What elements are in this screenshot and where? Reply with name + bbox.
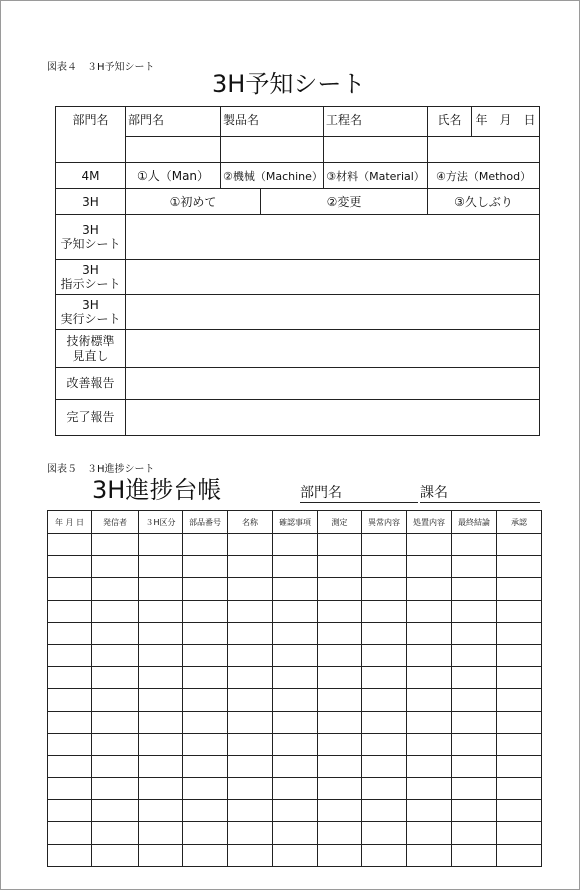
ledger-cell[interactable]	[92, 755, 139, 777]
ledger-cell[interactable]	[92, 667, 139, 689]
row-label-line1: 技術標準	[66, 334, 115, 349]
ledger-cell[interactable]	[273, 778, 318, 800]
row-entry[interactable]	[126, 260, 540, 295]
ledger-cell[interactable]	[273, 534, 318, 556]
ledger-cell[interactable]	[497, 822, 542, 844]
ledger-cell[interactable]	[362, 822, 407, 844]
ledger-cell[interactable]	[139, 844, 183, 866]
ledger-cell[interactable]	[497, 578, 542, 600]
ledger-cell[interactable]	[362, 667, 407, 689]
ledger-cell[interactable]	[183, 844, 228, 866]
ledger-cell[interactable]	[407, 733, 452, 755]
row-label-line1: 3H	[82, 222, 99, 237]
ledger-cell[interactable]	[497, 755, 542, 777]
ledger-cell[interactable]	[362, 644, 407, 666]
ledger-cell[interactable]	[407, 578, 452, 600]
ledger-cell[interactable]	[48, 600, 92, 622]
ledger-cell[interactable]	[139, 755, 183, 777]
ledger-cell[interactable]	[228, 600, 273, 622]
process-name-col-label: 工程名	[324, 107, 428, 137]
ledger-cell[interactable]	[318, 667, 362, 689]
ledger-row	[48, 689, 542, 711]
row-label	[56, 260, 126, 295]
ledger-cell[interactable]	[48, 622, 92, 644]
ledger-row	[48, 733, 542, 755]
threeh-change: ②変更	[261, 189, 428, 215]
ledger-cell[interactable]	[452, 689, 497, 711]
ledger-cell[interactable]	[318, 622, 362, 644]
ledger-cell[interactable]	[139, 600, 183, 622]
ledger-cell[interactable]	[273, 622, 318, 644]
row-label-line2: 指示シート	[60, 277, 121, 291]
ledger-cell[interactable]	[497, 844, 542, 866]
ledger-cell[interactable]	[273, 600, 318, 622]
ledger-cell[interactable]	[183, 534, 228, 556]
ledger-row	[48, 534, 542, 556]
fourm-row	[56, 163, 540, 189]
ledger-cell[interactable]	[362, 733, 407, 755]
row-prediction-sheet	[56, 215, 540, 260]
ledger-cell[interactable]	[92, 711, 139, 733]
row-label-line2: 実行シート	[60, 312, 121, 326]
ledger-cell[interactable]	[139, 689, 183, 711]
ledger-cell[interactable]	[228, 755, 273, 777]
fourm-machine: ②機械（Machine）	[221, 163, 324, 189]
ledger-cell[interactable]	[497, 556, 542, 578]
row-label: 改善報告	[56, 368, 126, 400]
ledger-cell[interactable]	[497, 778, 542, 800]
ledger-cell[interactable]	[92, 600, 139, 622]
row-label-line2: 見直し	[72, 348, 109, 363]
ledger-cell[interactable]	[407, 711, 452, 733]
ledger-cell[interactable]	[318, 600, 362, 622]
dept-label: 部門名	[56, 107, 126, 163]
ledger-cell[interactable]	[273, 844, 318, 866]
ledger-cell[interactable]	[228, 844, 273, 866]
ledger-cell[interactable]	[183, 600, 228, 622]
ledger-cell[interactable]	[452, 844, 497, 866]
ledger-cell[interactable]	[139, 667, 183, 689]
ledger-cell[interactable]	[362, 622, 407, 644]
ledger-cell[interactable]	[273, 556, 318, 578]
progress-ledger-table	[47, 510, 542, 867]
ledger-cell[interactable]	[139, 556, 183, 578]
fourm-man: ①人（Man）	[126, 163, 221, 189]
row-label-line2: 予知シート	[60, 237, 121, 251]
ledger-cell[interactable]	[183, 755, 228, 777]
ledger-row	[48, 822, 542, 844]
ledger-cell[interactable]	[407, 644, 452, 666]
ledger-row	[48, 778, 542, 800]
ledger-cell[interactable]	[48, 844, 92, 866]
dept-name-col-label: 部門名	[126, 107, 221, 137]
ledger-cell[interactable]	[48, 778, 92, 800]
header-row	[56, 107, 540, 137]
ledger-cell[interactable]	[228, 644, 273, 666]
ledger-cell[interactable]	[407, 556, 452, 578]
ledger-cell[interactable]	[139, 800, 183, 822]
ledger-cell[interactable]	[228, 556, 273, 578]
ledger-cell[interactable]	[183, 578, 228, 600]
ledger-cell[interactable]	[407, 689, 452, 711]
ledger-cell[interactable]	[497, 600, 542, 622]
ledger-cell[interactable]	[318, 844, 362, 866]
ledger-cell[interactable]	[92, 822, 139, 844]
fourm-method: ④方法（Method）	[428, 163, 540, 189]
ledger-row	[48, 556, 542, 578]
ledger-cell[interactable]	[48, 755, 92, 777]
ledger-cell[interactable]	[228, 733, 273, 755]
ledger-cell[interactable]	[228, 711, 273, 733]
ledger-cell[interactable]	[407, 622, 452, 644]
ledger-cell[interactable]	[497, 667, 542, 689]
ledger-cell[interactable]	[92, 644, 139, 666]
ledger-cell[interactable]	[273, 711, 318, 733]
ledger-cell[interactable]	[139, 778, 183, 800]
ledger-cell[interactable]	[228, 667, 273, 689]
ledger-cell[interactable]	[183, 644, 228, 666]
row-instruction-sheet	[56, 260, 540, 295]
ledger-cell[interactable]	[452, 578, 497, 600]
ledger-cell[interactable]	[273, 755, 318, 777]
ledger-cell[interactable]	[228, 622, 273, 644]
ledger-row	[48, 644, 542, 666]
ledger-cell[interactable]	[273, 800, 318, 822]
ledger-cell[interactable]	[407, 778, 452, 800]
ledger-row	[48, 667, 542, 689]
ledger-cell[interactable]	[183, 622, 228, 644]
col-3h-category: ３H区分	[139, 511, 183, 534]
person-name-label: 氏名	[428, 107, 472, 137]
date-label: 年 月 日	[472, 107, 540, 137]
ledger-cell[interactable]	[139, 644, 183, 666]
ledger-cell[interactable]	[48, 556, 92, 578]
ledger-cell[interactable]	[48, 800, 92, 822]
ledger-cell[interactable]	[407, 534, 452, 556]
ledger-cell[interactable]	[362, 844, 407, 866]
ledger-cell[interactable]	[48, 689, 92, 711]
threeh-label: 3H	[56, 189, 126, 215]
ledger-cell[interactable]	[183, 556, 228, 578]
ledger-cell[interactable]	[362, 711, 407, 733]
ledger-cell[interactable]	[139, 733, 183, 755]
ledger-cell[interactable]	[228, 534, 273, 556]
prediction-sheet-table	[55, 106, 540, 436]
threeh-long-time: ③久しぶり	[428, 189, 540, 215]
ledger-row	[48, 622, 542, 644]
ledger-cell[interactable]	[273, 667, 318, 689]
ledger-cell[interactable]	[407, 667, 452, 689]
ledger-cell[interactable]	[452, 822, 497, 844]
ledger-row	[48, 578, 542, 600]
row-label	[56, 330, 126, 368]
ledger-cell[interactable]	[183, 778, 228, 800]
section-name-line[interactable]	[420, 482, 540, 503]
ledger-cell[interactable]	[273, 822, 318, 844]
col-approval: 承認	[497, 511, 542, 534]
ledger-cell[interactable]	[452, 622, 497, 644]
row-entry[interactable]	[126, 330, 540, 368]
ledger-cell[interactable]	[452, 778, 497, 800]
ledger-cell[interactable]	[48, 667, 92, 689]
ledger-cell[interactable]	[139, 622, 183, 644]
section-name-label: 課名	[420, 485, 448, 501]
person-date-field[interactable]	[428, 137, 540, 163]
ledger-cell[interactable]	[452, 644, 497, 666]
ledger-cell[interactable]	[452, 800, 497, 822]
ledger-cell[interactable]	[407, 822, 452, 844]
col-check-items: 確認事項	[273, 511, 318, 534]
row-label-line1: 3H	[82, 262, 99, 277]
ledger-cell[interactable]	[228, 822, 273, 844]
col-abnormality: 異常内容	[362, 511, 407, 534]
sheet2-title: 3H進捗台帳	[92, 476, 222, 504]
col-action: 処置内容	[407, 511, 452, 534]
ledger-cell[interactable]	[362, 600, 407, 622]
ledger-cell[interactable]	[362, 534, 407, 556]
ledger-cell[interactable]	[48, 534, 92, 556]
ledger-cell[interactable]	[407, 755, 452, 777]
ledger-cell[interactable]	[273, 578, 318, 600]
ledger-cell[interactable]	[318, 733, 362, 755]
ledger-cell[interactable]	[318, 800, 362, 822]
ledger-cell[interactable]	[92, 578, 139, 600]
col-measurement: 測定	[318, 511, 362, 534]
ledger-cell[interactable]	[183, 800, 228, 822]
threeh-row	[56, 189, 540, 215]
row-completion-report	[56, 400, 540, 436]
ledger-cell[interactable]	[92, 622, 139, 644]
fourm-label: 4M	[56, 163, 126, 189]
ledger-cell[interactable]	[92, 800, 139, 822]
ledger-cell[interactable]	[362, 800, 407, 822]
ledger-cell[interactable]	[183, 822, 228, 844]
row-label: 完了報告	[56, 400, 126, 436]
row-label-line1: 3H	[82, 297, 99, 312]
ledger-cell[interactable]	[497, 800, 542, 822]
ledger-cell[interactable]	[452, 755, 497, 777]
ledger-cell[interactable]	[139, 711, 183, 733]
ledger-cell[interactable]	[183, 711, 228, 733]
ledger-cell[interactable]	[318, 556, 362, 578]
ledger-cell[interactable]	[407, 600, 452, 622]
ledger-cell[interactable]	[48, 822, 92, 844]
ledger-cell[interactable]	[92, 534, 139, 556]
product-name-col-label: 製品名	[221, 107, 324, 137]
row-label	[56, 215, 126, 260]
ledger-header-row	[48, 511, 542, 534]
dept-name-line[interactable]	[300, 482, 418, 503]
ledger-row	[48, 844, 542, 866]
ledger-cell[interactable]	[92, 844, 139, 866]
ledger-cell[interactable]	[452, 556, 497, 578]
ledger-cell[interactable]	[273, 689, 318, 711]
row-entry[interactable]	[126, 295, 540, 330]
ledger-cell[interactable]	[92, 556, 139, 578]
ledger-cell[interactable]	[452, 534, 497, 556]
ledger-cell[interactable]	[318, 778, 362, 800]
ledger-row	[48, 711, 542, 733]
ledger-cell[interactable]	[318, 822, 362, 844]
header-entry-row	[56, 137, 540, 163]
ledger-cell[interactable]	[407, 844, 452, 866]
ledger-cell[interactable]	[318, 644, 362, 666]
row-execution-sheet	[56, 295, 540, 330]
row-improvement-report	[56, 368, 540, 400]
ledger-cell[interactable]	[139, 822, 183, 844]
ledger-cell[interactable]	[183, 667, 228, 689]
ledger-cell[interactable]	[92, 778, 139, 800]
product-name-field[interactable]	[221, 137, 324, 163]
ledger-cell[interactable]	[318, 534, 362, 556]
col-conclusion: 最終結論	[452, 511, 497, 534]
ledger-cell[interactable]	[318, 755, 362, 777]
ledger-cell[interactable]	[318, 711, 362, 733]
ledger-cell[interactable]	[92, 733, 139, 755]
ledger-cell[interactable]	[452, 711, 497, 733]
ledger-cell[interactable]	[497, 733, 542, 755]
threeh-first-time: ①初めて	[126, 189, 261, 215]
ledger-cell[interactable]	[362, 778, 407, 800]
ledger-cell[interactable]	[92, 689, 139, 711]
ledger-cell[interactable]	[497, 711, 542, 733]
ledger-cell[interactable]	[497, 644, 542, 666]
ledger-cell[interactable]	[497, 622, 542, 644]
sheet1-title: 3H予知シート	[212, 70, 366, 98]
ledger-cell[interactable]	[273, 644, 318, 666]
ledger-cell[interactable]	[273, 733, 318, 755]
ledger-cell[interactable]	[452, 600, 497, 622]
ledger-cell[interactable]	[228, 578, 273, 600]
ledger-cell[interactable]	[452, 667, 497, 689]
ledger-cell[interactable]	[362, 755, 407, 777]
ledger-cell[interactable]	[362, 578, 407, 600]
ledger-cell[interactable]	[452, 733, 497, 755]
ledger-cell[interactable]	[48, 733, 92, 755]
dept-name-label: 部門名	[300, 485, 342, 501]
ledger-cell[interactable]	[362, 689, 407, 711]
ledger-cell[interactable]	[318, 578, 362, 600]
ledger-cell[interactable]	[497, 689, 542, 711]
ledger-cell[interactable]	[139, 534, 183, 556]
ledger-cell[interactable]	[228, 800, 273, 822]
col-date: 年 月 日	[48, 511, 92, 534]
ledger-cell[interactable]	[139, 578, 183, 600]
ledger-row	[48, 800, 542, 822]
ledger-cell[interactable]	[183, 689, 228, 711]
row-entry[interactable]	[126, 368, 540, 400]
ledger-cell[interactable]	[362, 556, 407, 578]
row-label	[56, 295, 126, 330]
ledger-row	[48, 755, 542, 777]
ledger-cell[interactable]	[228, 778, 273, 800]
row-entry[interactable]	[126, 400, 540, 436]
ledger-row	[48, 600, 542, 622]
col-part-number: 部品番号	[183, 511, 228, 534]
ledger-cell[interactable]	[318, 689, 362, 711]
col-name: 名称	[228, 511, 273, 534]
ledger-cell[interactable]	[497, 534, 542, 556]
ledger-cell[interactable]	[48, 644, 92, 666]
figure5-caption: 図表５ ３H進捗シート	[47, 464, 155, 475]
process-name-field[interactable]	[324, 137, 428, 163]
row-tech-standard	[56, 330, 540, 368]
ledger-cell[interactable]	[228, 689, 273, 711]
figure4-caption: 図表４ ３H予知シート	[47, 62, 155, 73]
ledger-cell[interactable]	[407, 800, 452, 822]
fourm-material: ③材料（Material）	[324, 163, 428, 189]
row-entry[interactable]	[126, 215, 540, 260]
col-sender: 発信者	[92, 511, 139, 534]
ledger-cell[interactable]	[48, 578, 92, 600]
ledger-cell[interactable]	[183, 733, 228, 755]
dept-name-field[interactable]	[126, 137, 221, 163]
ledger-cell[interactable]	[48, 711, 92, 733]
